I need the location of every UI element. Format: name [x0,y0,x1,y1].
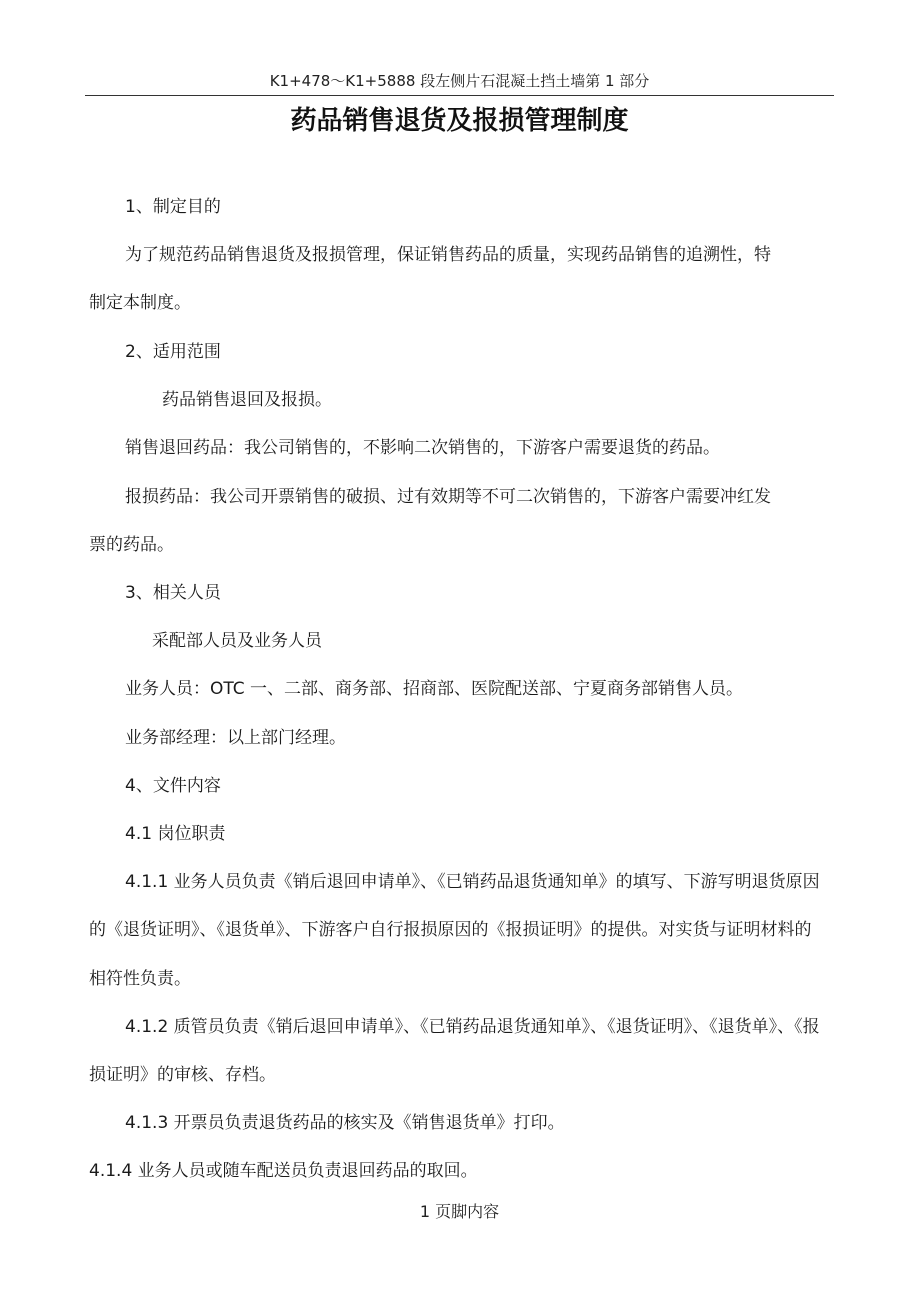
paragraph-line: 4.1.2 质管员负责《销后退回申请单》、《已销药品退货通知单》、《退货证明》、《退货单》、《报 [125,1017,820,1037]
paragraph-line: 销售退回药品：我公司销售的，不影响二次销售的，下游客户需要退货的药品。 [125,438,720,458]
paragraph-line: 制定本制度。 [89,293,191,313]
section-heading-personnel: 3、相关人员 [125,583,221,603]
document-title: 药品销售退货及报损管理制度 [290,106,629,136]
section-heading-content: 4、文件内容 [125,776,221,796]
header-divider [85,95,834,96]
page-header: K1+478～K1+5888 段左侧片石混凝土挡土墙第 1 部分 [269,72,650,90]
paragraph-line: 相符性负责。 [89,969,191,989]
paragraph-line: 采配部人员及业务人员 [152,631,322,651]
paragraph-line: 损证明》的审核、存档。 [89,1065,276,1085]
paragraph-line: 票的药品。 [89,535,174,555]
paragraph-line: 4.1.1 业务人员负责《销后退回申请单》、《已销药品退货通知单》的填写、下游写明退货原因 [125,872,820,892]
paragraph-line: 报损药品：我公司开票销售的破损、过有效期等不可二次销售的，下游客户需要冲红发 [125,487,771,507]
paragraph-line: 业务人员：OTC 一、二部、商务部、招商部、医院配送部、宁夏商务部销售人员。 [125,679,744,699]
paragraph-line: 4.1.3 开票员负责退货药品的核实及《销售退货单》打印。 [125,1113,565,1133]
page-footer: 1 页脚内容 [419,1202,500,1221]
paragraph-line: 业务部经理：以上部门经理。 [125,728,346,748]
paragraph-line: 药品销售退回及报损。 [162,390,332,410]
section-heading-scope: 2、适用范围 [125,342,221,362]
paragraph-line: 4.1.4 业务人员或随车配送员负责退回药品的取回。 [89,1161,478,1181]
subsection-heading-duties: 4.1 岗位职责 [125,824,226,844]
paragraph-line: 的《退货证明》、《退货单》、下游客户自行报损原因的《报损证明》的提供。对实货与证明材料的 [89,920,812,940]
paragraph-line: 为了规范药品销售退货及报损管理，保证销售药品的质量，实现药品销售的追溯性，特 [125,245,771,265]
section-heading-purpose: 1、制定目的 [125,197,221,217]
